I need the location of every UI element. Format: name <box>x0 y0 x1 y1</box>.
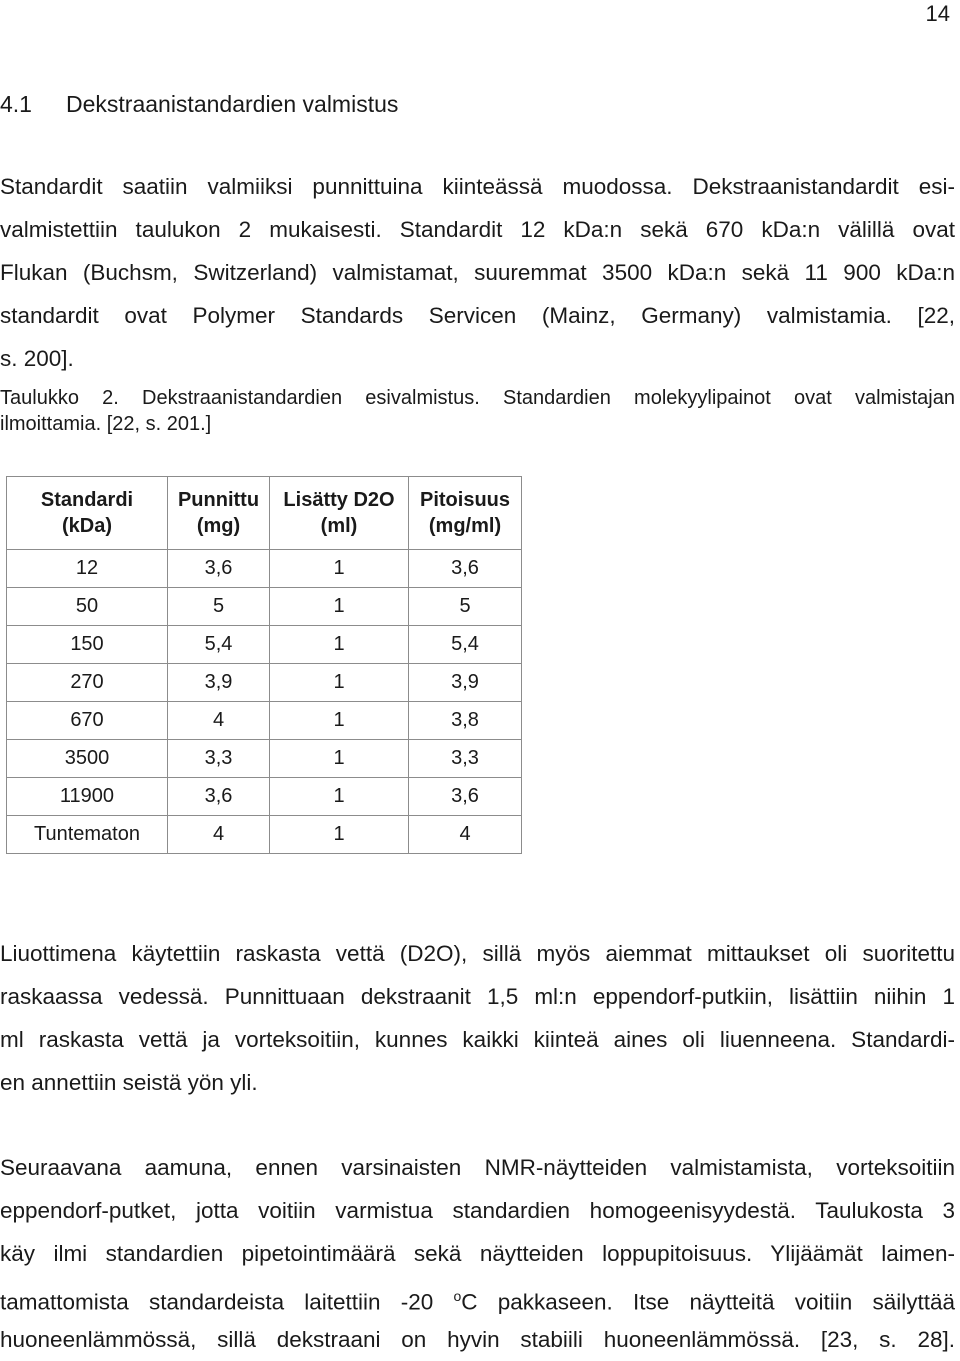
storage-paragraph <box>0 1146 955 1361</box>
table-cell: 3,3 <box>409 740 522 778</box>
table-cell: 5 <box>168 588 270 626</box>
text-line: standardit ovat Polymer Standards Servicen (Mainz, Germany) valmistamia. [22, <box>0 303 955 328</box>
table-row <box>7 664 522 702</box>
table-cell: 3,9 <box>409 664 522 702</box>
intro-paragraph <box>0 165 955 380</box>
table-cell: 270 <box>7 664 168 702</box>
table-row <box>7 550 522 588</box>
table-cell: 3,3 <box>168 740 270 778</box>
standards-table <box>6 476 522 854</box>
text-line: raskaassa vedessä. Punnittuaan dekstraanit 1,5 ml:n eppendorf-putkiin, lisättiin niihin 1 <box>0 984 955 1009</box>
table-cell: 1 <box>270 702 409 740</box>
table-cell: 3,9 <box>168 664 270 702</box>
caption-line: Taulukko 2. Dekstraanistandardien esivalmistus. Standardien molekyylipainot ovat valmistajan <box>0 387 955 409</box>
header-lisatty-d2o: Lisätty D2O (ml) <box>270 477 409 550</box>
table-cell: Tuntematon <box>7 816 168 854</box>
header-standardi: Standardi (kDa) <box>7 477 168 550</box>
table-cell: 1 <box>270 550 409 588</box>
text-line: en annettiin seistä yön yli. <box>0 1070 258 1095</box>
caption-line: ilmoittamia. [22, s. 201.] <box>0 413 212 435</box>
table-cell: 1 <box>270 588 409 626</box>
table-cell: 3,6 <box>409 778 522 816</box>
text-line: eppendorf-putket, jotta voitiin varmistua standardien homogeenisyydestä. Taulukosta 3 <box>0 1198 955 1223</box>
table-header-row <box>7 477 522 550</box>
text-line: Seuraavana aamuna, ennen varsinaisten NMR-näytteiden valmistamista, vorteksoitiin <box>0 1155 955 1180</box>
table-cell: 1 <box>270 664 409 702</box>
header-pitoisuus: Pitoisuus (mg/ml) <box>409 477 522 550</box>
text-line: huoneenlämmössä, sillä dekstraani on hyvin stabiili huoneenlämmössä. [23, s. 28]. <box>0 1327 955 1352</box>
table-row <box>7 626 522 664</box>
table-cell: 5,4 <box>168 626 270 664</box>
text-line: käy ilmi standardien pipetointimäärä sekä näytteiden loppupitoisuus. Ylijäämät laimen- <box>0 1241 955 1266</box>
table-cell: 5 <box>409 588 522 626</box>
table-cell: 3,8 <box>409 702 522 740</box>
text-line: s. 200]. <box>0 346 74 371</box>
table-cell: 3,6 <box>168 550 270 588</box>
text-line: Liuottimena käytettiin raskasta vettä (D2O), sillä myös aiemmat mittaukset oli suoritettu <box>0 941 955 966</box>
table-cell: 3500 <box>7 740 168 778</box>
table-cell: 4 <box>409 816 522 854</box>
text-line: valmistettiin taulukon 2 mukaisesti. Standardit 12 kDa:n sekä 670 kDa:n välillä ovat <box>0 217 955 242</box>
table-cell: 4 <box>168 816 270 854</box>
table-cell: 1 <box>270 740 409 778</box>
table-cell: 50 <box>7 588 168 626</box>
table-caption <box>0 385 955 437</box>
table-row <box>7 740 522 778</box>
table-cell: 150 <box>7 626 168 664</box>
header-punnittu: Punnittu (mg) <box>168 477 270 550</box>
table-cell: 3,6 <box>168 778 270 816</box>
table-cell: 12 <box>7 550 168 588</box>
table-row <box>7 702 522 740</box>
table-cell: 5,4 <box>409 626 522 664</box>
table-cell: 11900 <box>7 778 168 816</box>
table-cell: 1 <box>270 816 409 854</box>
degree-superscript: o <box>453 1288 462 1304</box>
text-line: Flukan (Buchsm, Switzerland) valmistamat, suuremmat 3500 kDa:n sekä 11 900 kDa:n <box>0 260 955 285</box>
text-line: Standardit saatiin valmiiksi punnittuina kiinteässä muodossa. Dekstraanistandardit esi- <box>0 174 955 199</box>
table-row <box>7 778 522 816</box>
table-cell: 4 <box>168 702 270 740</box>
table-row <box>7 588 522 626</box>
section-title: Dekstraanistandardien valmistus <box>66 91 399 117</box>
solvent-paragraph <box>0 932 955 1104</box>
table-row <box>7 816 522 854</box>
section-number: 4.1 <box>0 91 32 117</box>
table-cell: 670 <box>7 702 168 740</box>
text-line: tamattomista standardeista laitettiin -20 $^o$C pakkaseen. Itse näytteitä voitiin säilyttää <box>0 1288 955 1315</box>
table-cell: 1 <box>270 626 409 664</box>
page-number: 14 <box>925 1 950 26</box>
text-line: ml raskasta vettä ja vorteksoitiin, kunnes kaikki kiinteä aines oli liuenneena. Standardi- <box>0 1027 955 1052</box>
table-cell: 1 <box>270 778 409 816</box>
section-heading <box>0 91 398 118</box>
table-cell: 3,6 <box>409 550 522 588</box>
